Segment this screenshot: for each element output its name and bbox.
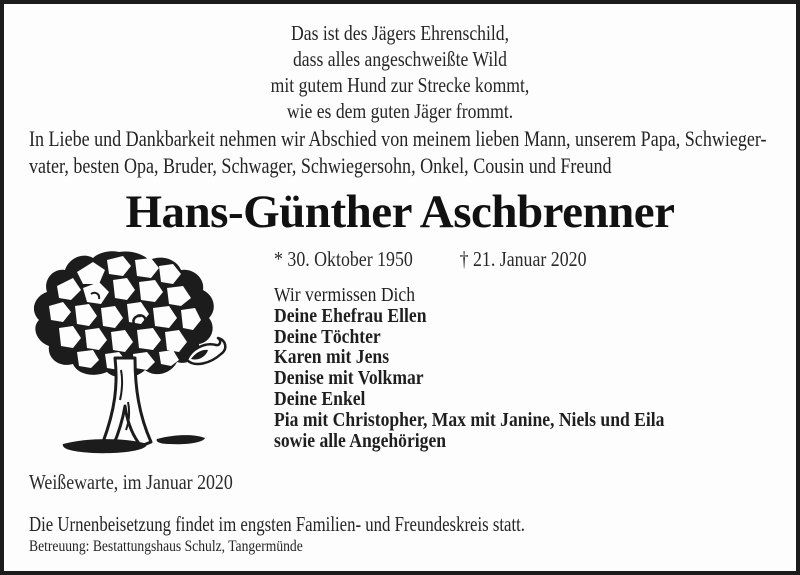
verse-line: wie es dem guten Jäger frommt. [286, 99, 514, 123]
mourner-line: Deine Ehefrau Ellen [274, 304, 427, 327]
mourner-line: sowie alle Angehörigen [274, 429, 447, 452]
mourner-line: Denise mit Volkmar [274, 367, 424, 390]
mourner-line: Deine Töchter [274, 325, 381, 348]
death-date: † 21. Januar 2020 [459, 247, 587, 271]
deceased-name: Hans-Günther Aschbrenner [125, 186, 675, 238]
funeral-home-notice: Betreuung: Bestattungshaus Schulz, Tangermünde [29, 538, 303, 555]
verse-line: dass alles angeschweißte Wild [292, 47, 508, 71]
memorial-verse [4, 20, 796, 124]
tree-illustration [19, 250, 239, 465]
place-and-date: Weißewarte, im Januar 2020 [29, 470, 233, 494]
funeral-notice: Die Urnenbeisetzung findet im engsten Familien- und Freundeskreis statt. [29, 512, 526, 536]
verse-line: Das ist des Jägers Ehrenschild, [290, 21, 510, 45]
mourner-line: Deine Enkel [274, 387, 366, 410]
intro-line: vater, besten Opa, Bruder, Schwager, Schwiegersohn, Onkel, Cousin und Freund [29, 153, 612, 178]
intro-line: In Liebe und Dankbarkeit nehmen wir Abschied von meinem lieben Mann, unserem Papa, Schwieger- [29, 126, 767, 151]
verse-line: mit gutem Hund zur Strecke kommt, [270, 73, 530, 97]
life-dates [274, 246, 586, 272]
birth-date: * 30. Oktober 1950 [274, 247, 413, 271]
mourner-line: Karen mit Jens [274, 346, 390, 369]
mourner-line: Pia mit Christopher, Max mit Janine, Niels und Eila [274, 408, 665, 431]
mourners-list [274, 285, 664, 451]
mourners-intro: Wir vermissen Dich [274, 284, 416, 306]
farewell-introduction [29, 125, 800, 179]
